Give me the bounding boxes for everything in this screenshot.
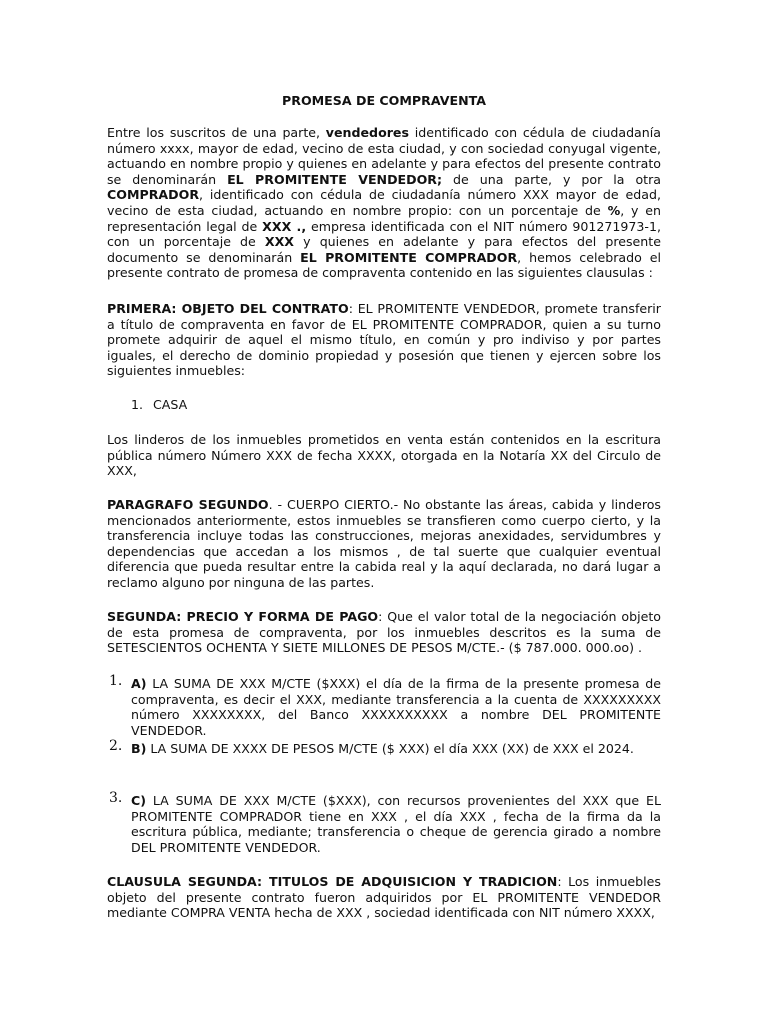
payment-text: [131, 741, 634, 756]
bold-text: vendedores: [325, 125, 409, 140]
text-run: empresa identificada con el NIT número 901271973-1, con un porcentaje de: [107, 218, 661, 250]
text-run: , y en representación legal de: [107, 202, 661, 234]
payment-item-b: [109, 738, 661, 757]
text-run: LA SUMA DE XXXX DE PESOS M/CTE ($ XXX) el día XXX (XX) de XXX el 2024.: [146, 741, 634, 756]
bold-text: %: [607, 202, 621, 218]
text-run: de una parte, y por la otra: [442, 171, 662, 187]
text-run: , identificado con cédula de ciudadanía número XXX mayor de edad, vecino de esta ciudad, actuando en nombre propio: con un porcentaje de: [107, 187, 661, 218]
text-run: , hemos celebrado el presente contrato de promesa de compraventa contenido en las siguientes clausulas :: [107, 249, 661, 281]
clause-segunda: [107, 609, 661, 656]
payment-text: [131, 676, 661, 738]
linderos-paragraph: [107, 432, 661, 479]
bold-text: B): [131, 741, 147, 756]
bold-text: EL PROMITENTE COMPRADOR: [300, 249, 518, 265]
bold-text: CLAUSULA SEGUNDA: TITULOS DE ADQUISICION Y TRADICION: [107, 874, 558, 889]
text-run: : Que el valor total de la negociación objeto de esta promesa de compraventa, por los inmuebles descritos es la suma de SETESCIENTOS OCHENTA Y SIETE MILLONES DE PESOS M/CTE.- ($ 787.000. 000.oo) .: [107, 609, 661, 656]
bold-text: A): [131, 676, 147, 691]
payment-number: 2.: [109, 738, 123, 754]
text-run: Entre los suscritos de una parte,: [107, 125, 326, 140]
clausula-segunda: [107, 874, 661, 921]
clause-primera: [107, 301, 661, 379]
text-run: . - CUERPO CIERTO.- No obstante las áreas, cabida y linderos mencionados anteriormente, estos inmuebles se transfieren como cuerpo cierto, y la transferencia incluye todas las construcciones, mejoras anexidades, servidumbres y dependencias que accedan a los mismos , de tal suerte que cualquier eventual diferencia que pueda resultar entre la cabida real y la aquí declarada, no dará lugar a reclamo alguno por ninguna de las partes.: [107, 497, 661, 590]
intro-paragraph: [107, 125, 661, 281]
bold-text: PRIMERA: OBJETO DEL CONTRATO: [107, 301, 349, 316]
list-item-casa: [131, 397, 187, 413]
text-run: : Los inmuebles objeto del presente contrato fueron adquiridos por EL PROMITENTE VENDEDOR mediante COMPRA VENTA hecha de XXX , sociedad identificada con NIT número XXXX,: [107, 874, 661, 921]
paragrafo-segundo: [107, 497, 661, 591]
bold-text: XXX: [264, 234, 295, 250]
list-number: 1.: [131, 397, 144, 412]
bold-text: C): [131, 793, 146, 808]
text-run: identificado con cédula de ciudadanía número xxxx, mayor de edad, vecino de esta ciudad, y con sociedad conyugal vigente, actuando en nombre propio y quienes en adelante y para efectos del presente contrato se denominarán: [107, 125, 661, 187]
payment-item-c: [109, 790, 661, 855]
text-run: y quienes en adelante y para efectos del presente documento se denominarán: [107, 234, 661, 265]
text-run: Los linderos de los inmuebles prometidos en venta están contenidos en la escritura pública número Número XXX de fecha XXXX, otorgada en la Notaría XX del Circulo de XXX,: [107, 432, 661, 479]
bold-text: EL PROMITENTE VENDEDOR;: [227, 171, 443, 187]
text-run: LA SUMA DE XXX M/CTE ($XXX), con recursos provenientes del XXX que EL PROMITENTE COMPRADOR tiene en XXX , el día XXX , fecha de la firma da la escritura pública, mediante; transferencia o cheque de gerencia girado a nombre DEL PROMITENTE VENDEDOR.: [131, 793, 661, 855]
document-title: PROMESA DE COMPRAVENTA: [282, 93, 486, 108]
text-run: : EL PROMITENTE VENDEDOR, promete transferir a título de compraventa en favor de EL PROMITENTE COMPRADOR, quien a su turno promete adquirir de aquel el mismo título, en común y pro indiviso y por partes iguales, el derecho de dominio propiedad y posesión que tienen y ejercen sobre los siguientes inmuebles:: [107, 301, 661, 379]
list-item-label: CASA: [153, 397, 188, 412]
payment-text: [131, 793, 661, 855]
bold-text: PARAGRAFO SEGUNDO: [107, 497, 269, 512]
text-run: LA SUMA DE XXX M/CTE ($XXX) el día de la firma de la presente promesa de compraventa, es decir el XXX, mediante transferencia a la cuenta de XXXXXXXXX número XXXXXXXX, del Banco XXXXXXXXXX a nombre DEL PROMITENTE VENDEDOR.: [131, 676, 661, 738]
bold-text: XXX .,: [262, 218, 307, 234]
payment-number: 3.: [109, 790, 123, 806]
payment-item-a: [109, 673, 661, 738]
bold-text: SEGUNDA: PRECIO Y FORMA DE PAGO: [107, 609, 379, 624]
bold-text: COMPRADOR: [107, 187, 200, 203]
payment-number: 1.: [109, 673, 123, 689]
